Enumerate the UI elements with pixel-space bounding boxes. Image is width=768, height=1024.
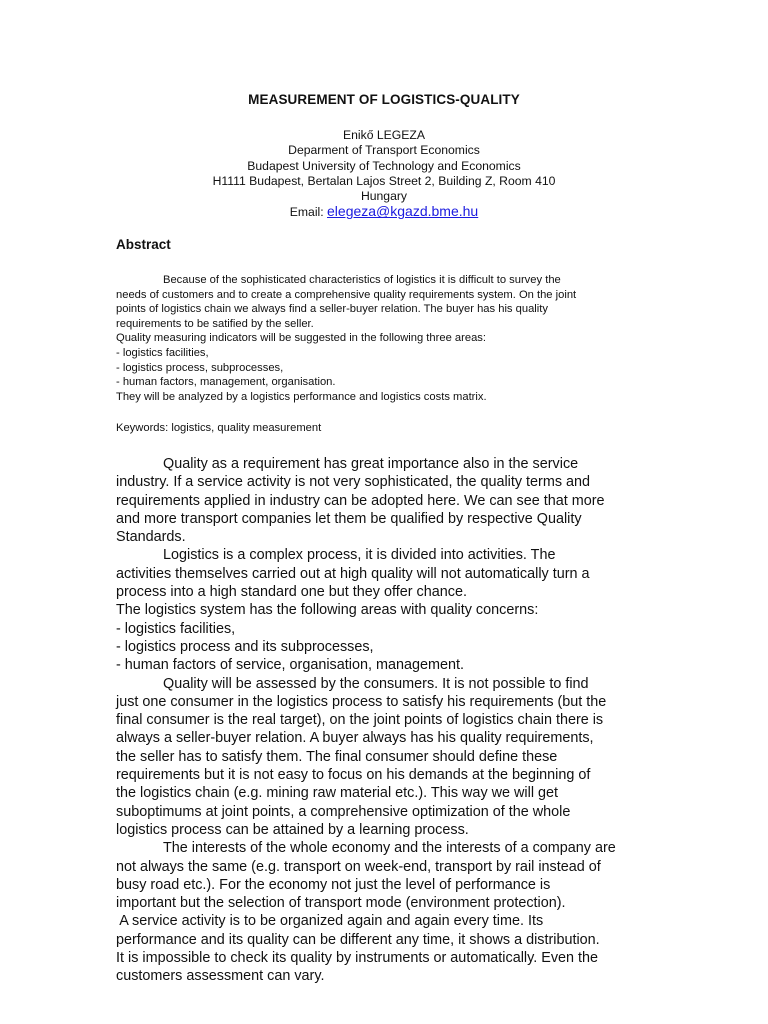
author-name: Enikő LEGEZA <box>343 128 425 142</box>
body-line: - logistics facilities, <box>116 620 236 637</box>
body-line: Quality will be assessed by the consumers. It is not possible to find <box>163 675 589 692</box>
body-line: Standards. <box>116 529 186 546</box>
body-line: The logistics system has the following areas with quality concerns: <box>116 602 539 619</box>
author-department: Deparment of Transport Economics <box>288 143 480 158</box>
body-line: Logistics is a complex process, it is divided into activities. The <box>163 547 556 564</box>
body-line: The interests of the whole economy and the interests of a company are <box>163 840 616 857</box>
body-text <box>116 455 652 986</box>
body-line: busy road etc.). For the economy not just the level of performance is <box>116 876 551 893</box>
abstract-line: - human factors, management, organisation. <box>116 376 336 389</box>
body-line: and more transport companies let them be qualified by respective Quality <box>116 510 582 527</box>
author-email-line <box>116 204 652 220</box>
document-page <box>116 0 652 1024</box>
abstract-text <box>116 273 652 404</box>
body-line: requirements but it is not easy to focus on his demands at the beginning of <box>116 767 591 784</box>
body-line: activities themselves carried out at high quality will not automatically turn a <box>116 565 590 582</box>
abstract-line: Quality measuring indicators will be suggested in the following three areas: <box>116 332 487 345</box>
abstract-line: points of logistics chain we always find a seller-buyer relation. The buyer has his quality <box>116 303 548 316</box>
body-line: performance and its quality can be different any time, it shows a distribution. <box>116 931 600 948</box>
abstract-heading: Abstract <box>116 237 171 252</box>
body-line: always a seller-buyer relation. A buyer always has his quality requirements, <box>116 730 594 747</box>
body-line: It is impossible to check its quality by instruments or automatically. Even the <box>116 950 599 967</box>
body-line: requirements applied in industry can be adopted here. We can see that more <box>116 492 605 509</box>
keywords-line: Keywords: logistics, quality measurement <box>116 422 322 434</box>
paper-title: MEASUREMENT OF LOGISTICS-QUALITY <box>248 92 520 107</box>
abstract-line: - logistics process, subprocesses, <box>116 361 284 374</box>
body-line: - human factors of service, organisation, management. <box>116 657 464 674</box>
body-line: customers assessment can vary. <box>116 968 325 985</box>
abstract-line: requirements to be satified by the seller. <box>116 317 314 330</box>
body-line: final consumer is the real target), on the joint points of logistics chain there is <box>116 712 604 729</box>
body-line: industry. If a service activity is not very sophisticated, the quality terms and <box>116 474 591 491</box>
body-line: important but the selection of transport mode (environment protection). <box>116 895 566 912</box>
body-line: the logistics chain (e.g. mining raw material etc.). This way we will get <box>116 785 559 802</box>
body-line: logistics process can be attained by a learning process. <box>116 821 469 838</box>
abstract-line: needs of customers and to create a comprehensive quality requirements system. On the joint <box>116 288 577 301</box>
body-line: A service activity is to be organized again and again every time. Its <box>116 913 544 930</box>
author-university: Budapest University of Technology and Economics <box>247 158 521 173</box>
body-line: process into a high standard one but they offer chance. <box>116 584 467 601</box>
author-country: Hungary <box>360 189 408 204</box>
author-address: H1111 Budapest, Bertalan Lajos Street 2, Building Z, Room 410 <box>212 173 556 188</box>
abstract-line: Because of the sophisticated characteristics of logistics it is difficult to survey the <box>163 274 561 286</box>
abstract-line: They will be analyzed by a logistics performance and logistics costs matrix. <box>116 390 487 403</box>
body-line: not always the same (e.g. transport on week-end, transport by rail instead of <box>116 858 601 875</box>
body-line: the seller has to satisfy them. The final consumer should define these <box>116 748 558 765</box>
email-link[interactable]: elegeza@kgazd.bme.hu <box>327 203 479 220</box>
abstract-line: - logistics facilities, <box>116 346 209 359</box>
body-line: just one consumer in the logistics process to satisfy his requirements (but the <box>116 693 607 710</box>
author-block <box>116 128 652 221</box>
body-line: Quality as a requirement has great importance also in the service <box>163 456 579 472</box>
body-line: - logistics process and its subprocesses, <box>116 638 374 655</box>
email-label: Email: <box>289 205 328 220</box>
body-line: suboptimums at joint points, a comprehensive optimization of the whole <box>116 803 571 820</box>
